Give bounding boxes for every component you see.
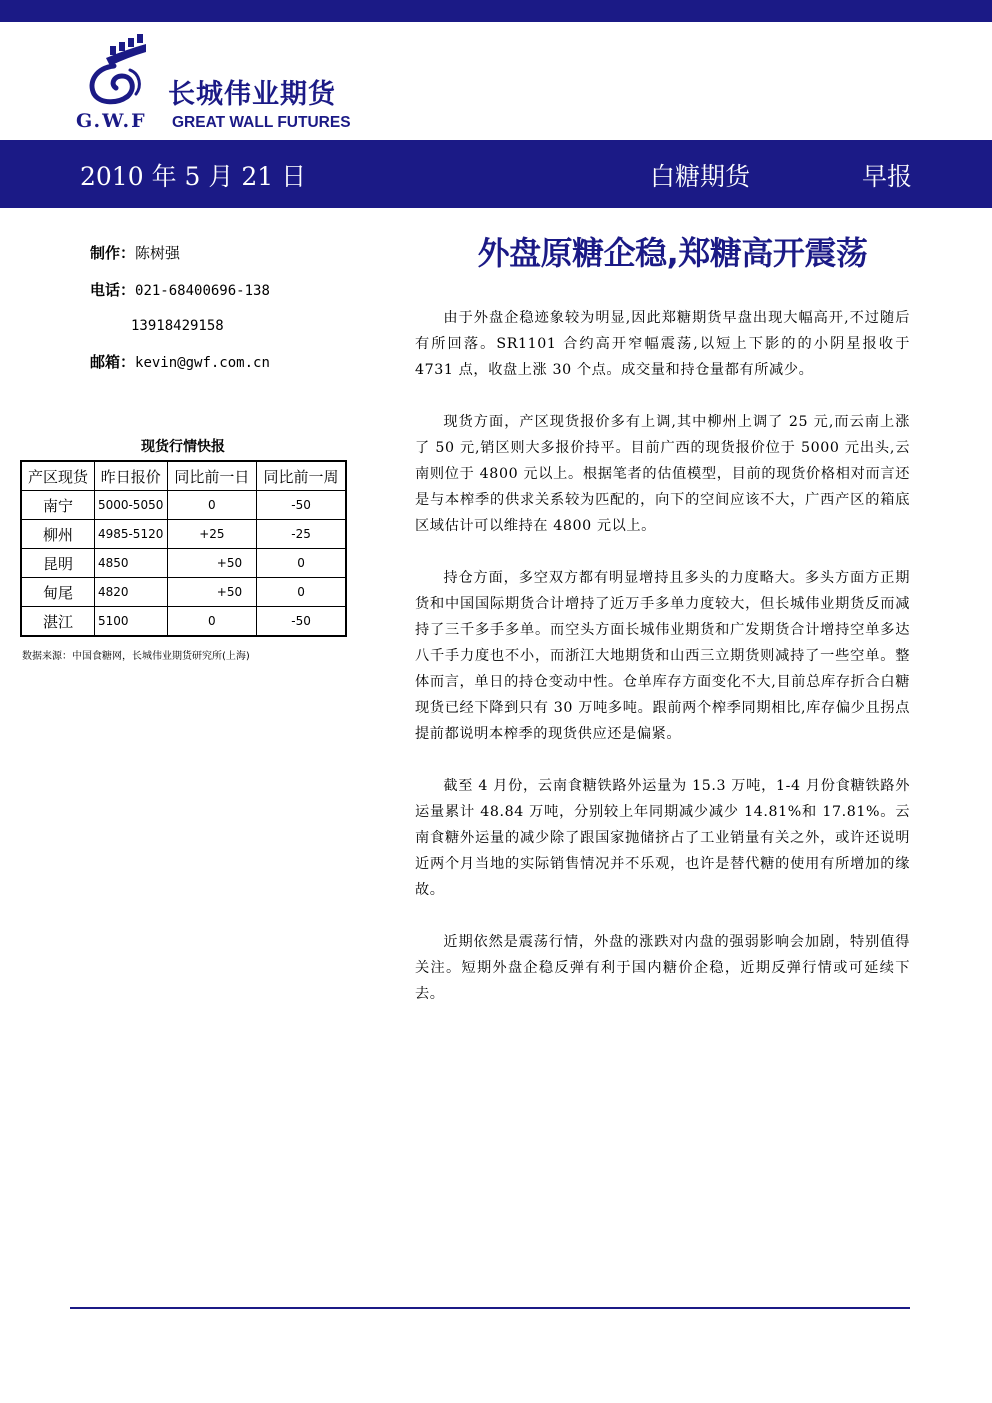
phone-number-1: 021-68400696-138 xyxy=(135,283,270,299)
phone-line xyxy=(90,279,270,300)
great-wall-logo-icon xyxy=(70,30,170,110)
price-cell: 4820 xyxy=(94,578,167,607)
table-row xyxy=(21,491,346,520)
report-header-band xyxy=(0,140,992,208)
week-change-cell: -25 xyxy=(257,520,346,549)
email-label: 邮箱： xyxy=(90,353,136,371)
price-cell: 5100 xyxy=(94,607,167,637)
article-paragraph: 截至 4 月份，云南食糖铁路外运量为 15.3 万吨，1-4 月份食糖铁路外运量累计 48.84 万吨，分别较上年同期减少减少 14.81%和 17.81%。云南食糖外运量的减少除了跟国家抛储挤占了工业销量有关之外，或许还说明近两个月当地的实际销售情况并不乐观，也许是替代糖的使用有所增加的缘故。 xyxy=(415,778,910,898)
article-paragraph: 近期依然是震荡行情，外盘的涨跌对内盘的强弱影响会加剧，特别值得关注。短期外盘企稳反弹有利于国内糖价企稳，近期反弹行情或可延续下去。 xyxy=(415,934,910,1002)
table-row xyxy=(21,549,346,578)
phone-number-2: 13918429158 xyxy=(131,318,224,334)
week-change-cell: -50 xyxy=(257,607,346,637)
article-body xyxy=(415,305,910,1033)
price-cell: 5000-5050 xyxy=(94,491,167,520)
brand-abbreviation: G.W.F xyxy=(76,110,147,132)
spot-price-table xyxy=(20,460,347,637)
company-logo xyxy=(70,30,370,140)
price-cell: 4850 xyxy=(94,549,167,578)
column-header: 同比前一日 xyxy=(167,461,257,491)
region-cell: 昆明 xyxy=(21,549,94,578)
column-header: 昨日报价 xyxy=(94,461,167,491)
email-address: kevin@gwf.com.cn xyxy=(135,355,270,371)
author-name: 陈树强 xyxy=(135,244,181,262)
day-change-cell: 0 xyxy=(167,491,257,520)
report-date: 2010 年 5 月 21 日 xyxy=(80,162,307,191)
phone-label: 电话： xyxy=(90,281,136,299)
table-row xyxy=(21,520,346,549)
report-type: 早报 xyxy=(862,162,913,191)
week-change-cell: 0 xyxy=(257,549,346,578)
table-row xyxy=(21,578,346,607)
footer-divider xyxy=(70,1307,910,1309)
brand-name-cn: 长城伟业期货 xyxy=(168,79,336,110)
region-cell: 湛江 xyxy=(21,607,94,637)
brand-name-en: GREAT WALL FUTURES xyxy=(172,114,351,131)
author-line xyxy=(90,242,180,263)
article-headline: 外盘原糖企稳,郑糖高开震荡 xyxy=(477,234,868,272)
day-change-cell: 0 xyxy=(167,607,257,637)
week-change-cell: -50 xyxy=(257,491,346,520)
article-paragraph: 持仓方面，多空双方都有明显增持且多头的力度略大。多头方面方正期货和中国国际期货合计增持了近万手多单力度较大，但长城伟业期货反而减持了三千多手多单。而空头方面长城伟业期货和广发期货合计增持空单多达八千手力度也不小，而浙江大地期货和山西三立期货则减持了一些空单。整体而言，单日的持仓变动中性。仓单库存方面变化不大,目前总库存折合白糖现货已经下降到只有 30 万吨多吨。跟前两个榨季同期相比,库存偏少且拐点提前都说明本榨季的现货供应还是偏紧。 xyxy=(415,570,910,742)
spot-table-title: 现货行情快报 xyxy=(141,439,225,455)
day-change-cell: +50 xyxy=(167,549,257,578)
table-row xyxy=(21,607,346,637)
top-color-bar xyxy=(0,0,992,22)
report-category: 白糖期货 xyxy=(650,162,751,191)
article-paragraph: 现货方面，产区现货报价多有上调,其中柳州上调了 25 元,而云南上涨了 50 元,销区则大多报价持平。目前广西的现货报价位于 5000 元出头,云南则位于 4800 元以上。根据笔者的估值模型，目前的现货价格相对而言还是与本榨季的供求关系较为匹配的，向下的空间应该不大，广西产区的箱底区域估计可以维持在 4800 元以上。 xyxy=(415,414,910,534)
article-paragraph: 由于外盘企稳迹象较为明显,因此郑糖期货早盘出现大幅高开,不过随后有所回落。SR1101 合约高开窄幅震荡,以短上下影的的小阴星报收于 4731 点，收盘上涨 30 个点。成交量和持仓量都有所减少。 xyxy=(415,310,910,378)
table-header-row xyxy=(21,461,346,491)
day-change-cell: +50 xyxy=(167,578,257,607)
phone-line-2 xyxy=(131,316,224,334)
day-change-cell: +25 xyxy=(167,520,257,549)
week-change-cell: 0 xyxy=(257,578,346,607)
email-line xyxy=(90,351,270,372)
price-cell: 4985-5120 xyxy=(94,520,167,549)
column-header: 同比前一周 xyxy=(257,461,346,491)
data-source-note: 数据来源：中国食糖网，长城伟业期货研究所(上海) xyxy=(22,651,250,662)
column-header: 产区现货 xyxy=(21,461,94,491)
region-cell: 甸尾 xyxy=(21,578,94,607)
region-cell: 南宁 xyxy=(21,491,94,520)
author-label: 制作： xyxy=(90,244,136,262)
region-cell: 柳州 xyxy=(21,520,94,549)
